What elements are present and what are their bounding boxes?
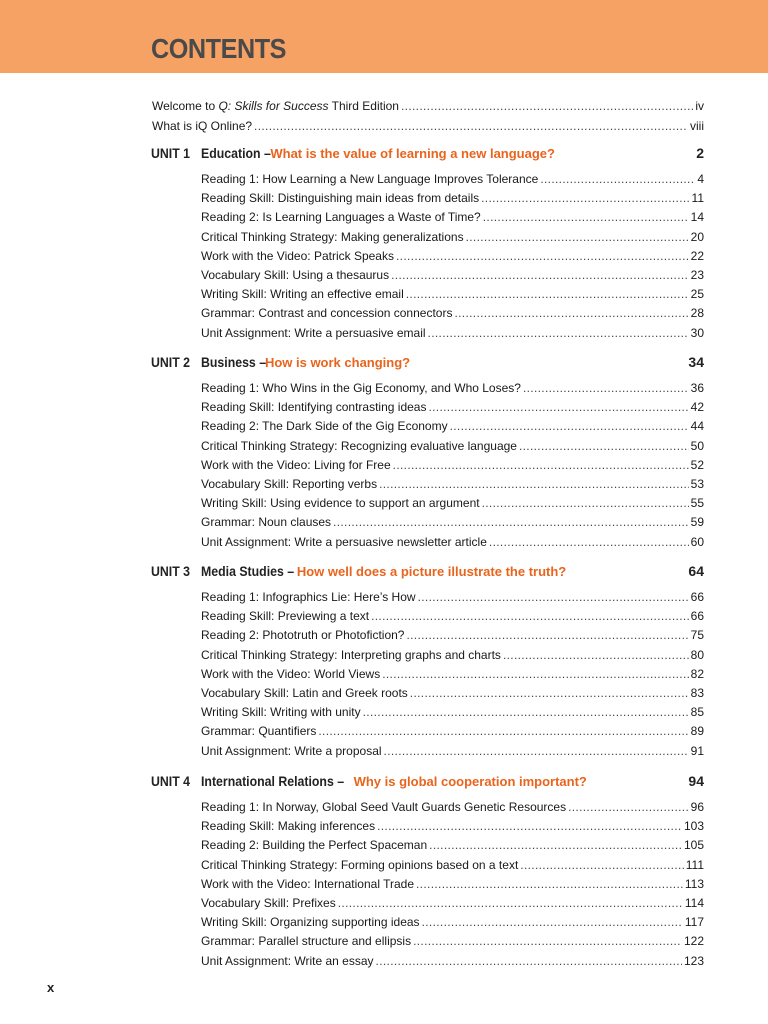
leader-dots (376, 952, 682, 971)
entry-page: 103 (683, 819, 704, 834)
entry-page: 20 (690, 229, 704, 244)
unit-subject: Business – (201, 354, 267, 370)
leader-dots (254, 116, 688, 136)
entry-title: Reading Skill: Distinguishing main ideas from details (201, 191, 480, 206)
leader-dots (413, 932, 682, 951)
entry-title: Reading 1: In Norway, Global Seed Vault Guards Genetic Resources (201, 800, 567, 814)
entry-title: Reading 1: Infographics Lie: Here’s How (201, 590, 416, 604)
entry-title: Reading 1: How Learning a New Language Improves Tolerance (201, 172, 539, 186)
toc-entry[interactable] (201, 875, 704, 894)
leader-dots (422, 913, 683, 932)
entry-title: Grammar: Noun clauses (201, 515, 332, 530)
entry-page: 55 (690, 496, 704, 511)
leader-dots (377, 817, 682, 836)
unit-heading[interactable] (151, 773, 704, 797)
entry-title: Vocabulary Skill: Latin and Greek roots (201, 686, 408, 701)
leader-dots (519, 437, 689, 456)
leader-dots (363, 703, 689, 722)
entry-title: Grammar: Contrast and concession connectors (201, 306, 453, 321)
leader-dots (416, 875, 683, 894)
entry-page: 91 (690, 743, 704, 758)
toc-entry[interactable] (201, 456, 704, 475)
leader-dots (454, 304, 688, 323)
leader-dots (428, 398, 688, 417)
entry-page: 117 (684, 915, 704, 930)
leader-dots (391, 266, 689, 285)
toc-entry[interactable] (201, 513, 704, 532)
unit-section (151, 563, 704, 761)
toc-entry[interactable] (201, 665, 704, 684)
leader-dots (482, 494, 689, 513)
toc-entry[interactable] (152, 96, 704, 116)
toc-entry[interactable] (152, 116, 704, 136)
leader-dots (410, 684, 689, 703)
unit-page: 34 (688, 354, 704, 370)
entry-page: 4 (697, 172, 704, 186)
entry-page: 122 (683, 934, 704, 949)
leader-dots (333, 513, 689, 532)
entry-title: Writing Skill: Using evidence to support an argument (201, 496, 480, 511)
leader-dots (523, 379, 689, 398)
leader-dots (418, 588, 689, 607)
unit-subject: International Relations – (201, 773, 345, 789)
leader-dots (520, 856, 683, 875)
entry-page: 82 (690, 666, 704, 681)
entry-title: Unit Assignment: Write an essay (201, 953, 374, 968)
entry-page: 111 (685, 857, 704, 872)
toc-entry[interactable] (201, 798, 704, 817)
entry-title: Reading 2: Building the Perfect Spaceman (201, 838, 428, 853)
leader-dots (401, 96, 693, 116)
toc-entry[interactable] (201, 398, 704, 417)
entry-page: 85 (690, 705, 704, 720)
unit-question: How is work changing? (264, 355, 411, 370)
entry-title: Writing Skill: Writing an effective email (201, 287, 404, 302)
page-title: CONTENTS (151, 33, 286, 64)
entry-title: Writing Skill: Organizing supporting ideas (201, 915, 420, 930)
entry-title: Reading Skill: Making inferences (201, 819, 376, 834)
leader-dots (481, 189, 689, 208)
entry-title: Critical Thinking Strategy: Forming opinions based on a text (201, 857, 519, 872)
leader-dots (483, 208, 689, 227)
entry-title: Vocabulary Skill: Using a thesaurus (201, 268, 390, 283)
entry-title: What is iQ Online? (152, 119, 253, 133)
entry-page: 59 (690, 515, 704, 530)
leader-dots (568, 798, 689, 817)
leader-dots (406, 285, 689, 304)
unit-section (151, 354, 704, 552)
entry-page: 23 (690, 268, 704, 283)
toc-entry[interactable] (201, 379, 704, 398)
entry-title: Unit Assignment: Write a persuasive newsletter article (201, 534, 487, 549)
entry-title: Reading Skill: Previewing a text (201, 609, 370, 624)
entry-title: Work with the Video: International Trade (201, 876, 415, 891)
entry-page: 25 (690, 287, 704, 302)
unit-entries (201, 170, 704, 343)
toc-entry[interactable] (201, 228, 704, 247)
entry-page: 89 (690, 724, 704, 739)
toc-entry[interactable] (201, 626, 704, 645)
entry-title: Reading Skill: Identifying contrasting ideas (201, 400, 427, 415)
entry-page: 105 (683, 838, 704, 853)
toc-entry[interactable] (201, 189, 704, 208)
entry-page: iv (695, 99, 704, 113)
entry-page: 123 (683, 953, 704, 968)
entry-page: 22 (690, 248, 704, 263)
page-number: x (47, 980, 55, 995)
entry-page: 52 (690, 457, 704, 472)
toc-entry[interactable] (201, 836, 704, 855)
toc-entry[interactable] (201, 285, 704, 304)
toc-entry[interactable] (201, 494, 704, 513)
entry-page: 60 (690, 534, 704, 549)
unit-heading[interactable] (151, 145, 704, 169)
leader-dots (450, 417, 689, 436)
entry-title: Work with the Video: World Views (201, 666, 381, 681)
unit-page: 94 (688, 773, 704, 789)
entry-page: 14 (690, 210, 704, 225)
leader-dots (382, 665, 688, 684)
leader-dots (384, 742, 689, 761)
toc-entry[interactable] (201, 894, 704, 913)
toc-entry[interactable] (201, 324, 704, 343)
toc-entry[interactable] (201, 247, 704, 266)
toc-entry[interactable] (201, 417, 704, 436)
toc-entry[interactable] (201, 742, 704, 761)
entry-page: 75 (690, 628, 704, 643)
entry-page: 50 (690, 438, 704, 453)
unit-subject: Education – (201, 145, 271, 161)
entry-title: Vocabulary Skill: Prefixes (201, 896, 336, 911)
unit-section (151, 773, 704, 971)
toc-entry[interactable] (201, 932, 704, 951)
leader-dots (371, 607, 689, 626)
unit-label: UNIT 4 (151, 773, 191, 789)
unit-entries (201, 588, 704, 761)
toc-entry[interactable] (201, 684, 704, 703)
unit-page: 64 (688, 563, 704, 579)
entry-title: Work with the Video: Living for Free (201, 457, 391, 472)
toc-entry[interactable] (201, 304, 704, 323)
entry-title: Welcome to Q: Skills for Success Third Edition (152, 99, 399, 113)
toc-entry[interactable] (201, 952, 704, 971)
entry-title: Work with the Video: Patrick Speaks (201, 248, 394, 263)
entry-title: Reading 2: The Dark Side of the Gig Economy (201, 419, 448, 434)
toc-entry[interactable] (201, 588, 704, 607)
entry-page: 66 (690, 590, 704, 604)
entry-title: Critical Thinking Strategy: Recognizing evaluative language (201, 438, 517, 453)
unit-label: UNIT 3 (151, 563, 191, 579)
toc-entry[interactable] (201, 170, 704, 189)
entry-title: Unit Assignment: Write a proposal (201, 743, 382, 758)
toc-entry[interactable] (201, 266, 704, 285)
entry-title: Reading 1: Who Wins in the Gig Economy, and Who Loses? (201, 381, 521, 395)
entry-page: 113 (684, 876, 704, 891)
entry-title: Reading 2: Phototruth or Photofiction? (201, 628, 405, 643)
toc-entry[interactable] (201, 208, 704, 227)
entry-page: 53 (690, 477, 704, 492)
unit-label: UNIT 2 (151, 354, 191, 370)
toc-entry[interactable] (201, 533, 704, 552)
leader-dots (338, 894, 683, 913)
entry-page: 28 (690, 306, 704, 321)
unit-entries (201, 798, 704, 971)
leader-dots (379, 475, 689, 494)
leader-dots (503, 646, 689, 665)
entry-page: 36 (690, 381, 704, 395)
leader-dots (318, 722, 688, 741)
unit-subject: Media Studies – (201, 563, 295, 579)
leader-dots (396, 247, 689, 266)
entry-page: 42 (690, 400, 704, 415)
unit-page: 2 (696, 145, 704, 161)
entry-title: Writing Skill: Writing with unity (201, 705, 361, 720)
unit-label: UNIT 1 (151, 145, 191, 161)
entry-page: 80 (690, 647, 704, 662)
entry-page: 11 (691, 191, 704, 206)
entry-title: Grammar: Quantifiers (201, 724, 317, 739)
toc-entry[interactable] (201, 817, 704, 836)
leader-dots (428, 324, 689, 343)
entry-title: Critical Thinking Strategy: Making generalizations (201, 229, 464, 244)
leader-dots (466, 228, 689, 247)
leader-dots (540, 170, 695, 189)
toc-entry[interactable] (201, 437, 704, 456)
leader-dots (393, 456, 689, 475)
entry-page: 44 (690, 419, 704, 434)
unit-question: Why is global cooperation important? (353, 774, 587, 789)
toc-entry[interactable] (201, 913, 704, 932)
intro-section (152, 96, 704, 136)
toc-entry[interactable] (201, 607, 704, 626)
unit-entries (201, 379, 704, 552)
unit-section (151, 145, 704, 343)
leader-dots (489, 533, 689, 552)
toc-entry[interactable] (201, 722, 704, 741)
unit-question: How well does a picture illustrate the truth? (296, 564, 567, 579)
entry-page: viii (690, 119, 704, 133)
toc-entry[interactable] (201, 703, 704, 722)
entry-page: 66 (690, 609, 704, 624)
leader-dots (406, 626, 688, 645)
entry-page: 30 (690, 325, 704, 340)
entry-title: Grammar: Parallel structure and ellipsis (201, 934, 412, 949)
header-band (0, 0, 768, 73)
entry-title: Unit Assignment: Write a persuasive email (201, 325, 426, 340)
unit-heading[interactable] (151, 563, 704, 587)
entry-page: 114 (684, 896, 704, 911)
toc-entry[interactable] (201, 646, 704, 665)
toc-entry[interactable] (201, 475, 704, 494)
entry-title: Vocabulary Skill: Reporting verbs (201, 477, 378, 492)
toc-entry[interactable] (201, 856, 704, 875)
entry-title: Reading 2: Is Learning Languages a Waste of Time? (201, 210, 481, 225)
unit-question: What is the value of learning a new language? (270, 146, 555, 161)
entry-title: Critical Thinking Strategy: Interpreting graphs and charts (201, 647, 501, 662)
entry-page: 96 (690, 800, 704, 814)
entry-page: 83 (690, 686, 704, 701)
leader-dots (429, 836, 682, 855)
unit-heading[interactable] (151, 354, 704, 378)
